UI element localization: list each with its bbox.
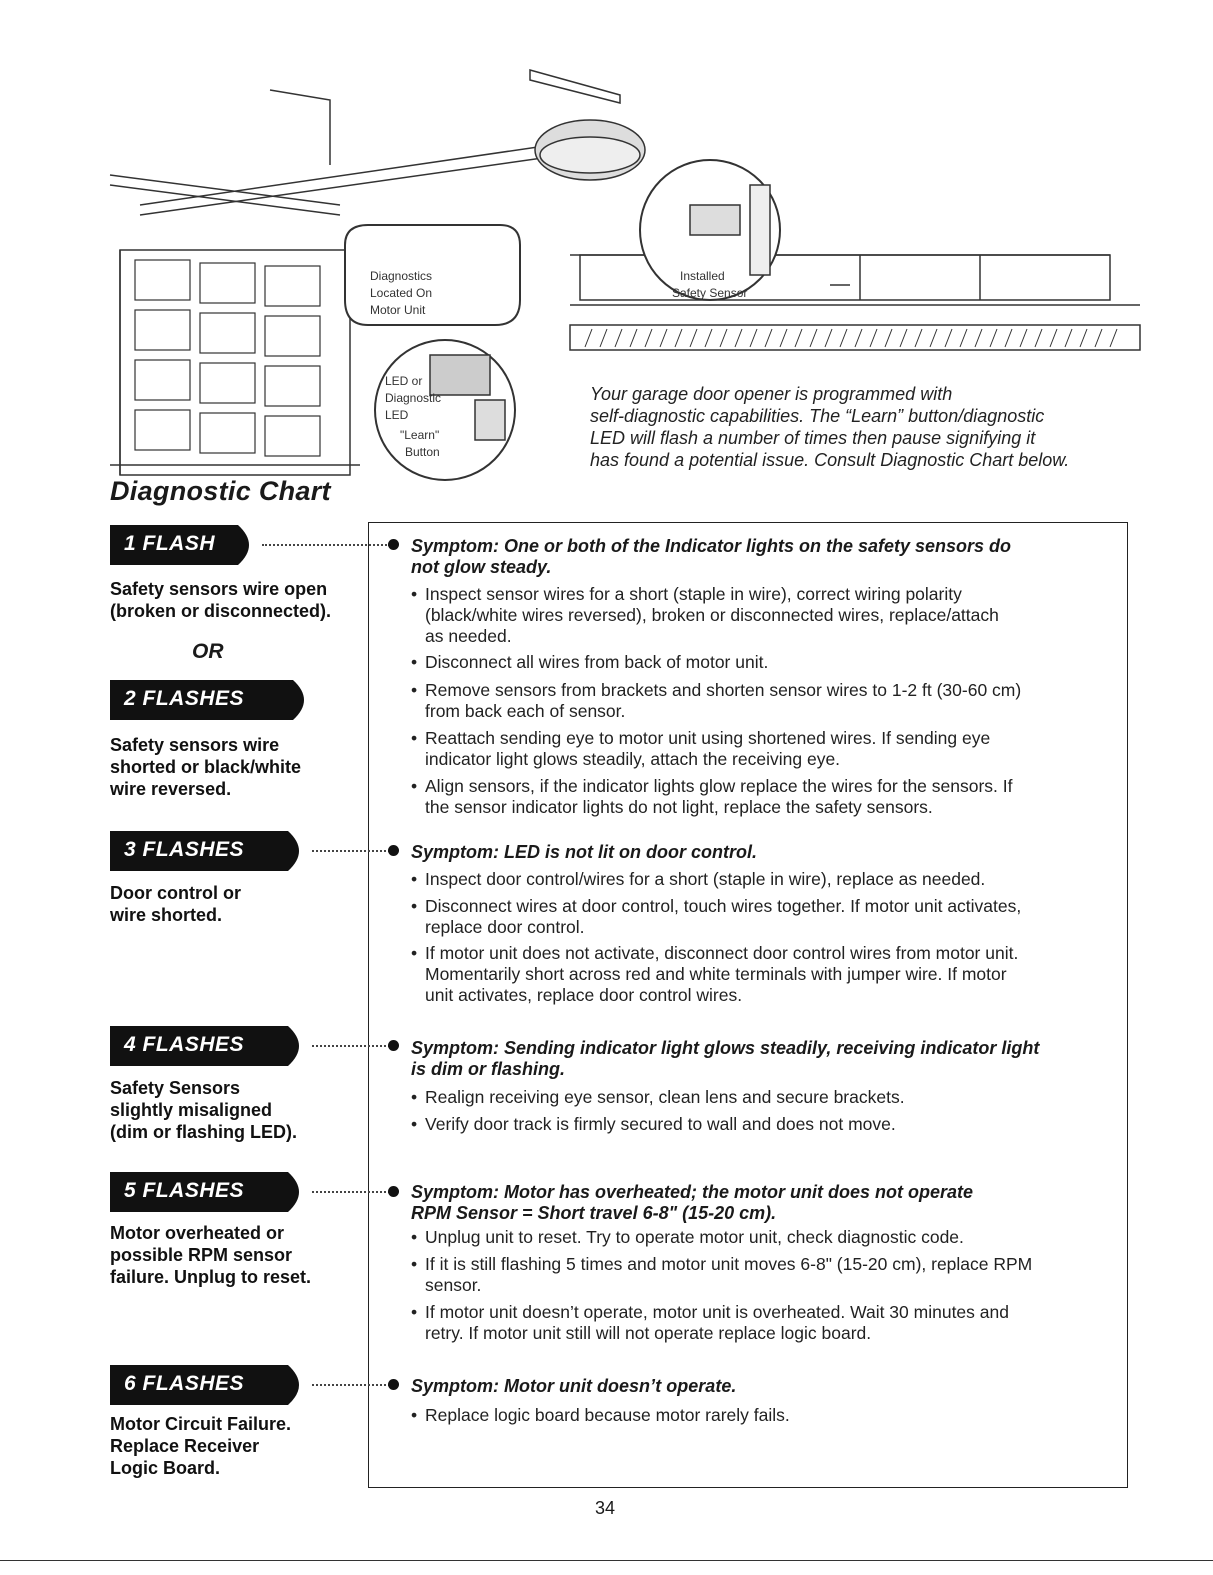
page-number: 34 bbox=[595, 1498, 616, 1518]
bullet-line: as needed. bbox=[425, 626, 512, 646]
bullet-item bbox=[411, 1227, 964, 1248]
cause-line: Motor overheated or bbox=[110, 1223, 285, 1243]
bullet-line: retry. If motor unit still will not operate replace logic board. bbox=[425, 1323, 872, 1343]
callout-learn-line-2: Button bbox=[405, 445, 440, 459]
bullet-line: • Inspect sensor wires for a short (staple in wire), correct wiring polarity bbox=[411, 584, 999, 605]
bullet-item bbox=[411, 869, 985, 890]
badge-3-flashes bbox=[110, 831, 310, 871]
symptom-line: Symptom: LED is not lit on door control. bbox=[411, 842, 757, 862]
leader-dot bbox=[388, 1379, 399, 1390]
intro-paragraph bbox=[590, 383, 1150, 471]
bullet-item bbox=[411, 943, 1018, 1006]
bullet-line: • If it is still flashing 5 times and motor unit moves 6-8" (15-20 cm), replace RPM bbox=[411, 1254, 1032, 1275]
bullet-item bbox=[411, 1114, 896, 1135]
bullet-item bbox=[411, 1087, 905, 1108]
bullet-line: • Verify door track is firmly secured to wall and does not move. bbox=[411, 1114, 896, 1135]
symptom-line: Symptom: Motor unit doesn’t operate. bbox=[411, 1376, 737, 1396]
symptom-6-flashes bbox=[411, 1376, 736, 1397]
cause-line: (dim or flashing LED). bbox=[110, 1122, 297, 1142]
symptom-line: not glow steady. bbox=[411, 557, 552, 577]
badge-1-flash bbox=[110, 525, 260, 565]
badge-label: 3 FLASHES bbox=[124, 838, 245, 861]
symptom-line: RPM Sensor = Short travel 6-8" (15-20 cm). bbox=[411, 1203, 777, 1223]
symptom-line: Symptom: Sending indicator light glows steadily, receiving indicator light bbox=[411, 1038, 1040, 1058]
bullet-line: • Remove sensors from brackets and shorten sensor wires to 1-2 ft (30-60 cm) bbox=[411, 680, 1021, 701]
bullet-line: • Disconnect wires at door control, touch wires together. If motor unit activates, bbox=[411, 896, 1021, 917]
callout-learn-line-1: "Learn" bbox=[400, 428, 440, 442]
cause-line: slightly misaligned bbox=[110, 1100, 273, 1120]
cause-line: failure. Unplug to reset. bbox=[110, 1267, 312, 1287]
callout-diagnostics-line-1: Diagnostics bbox=[370, 269, 433, 283]
cause-line: Safety sensors wire open bbox=[110, 579, 328, 599]
bullet-item bbox=[411, 1302, 1009, 1344]
badge-label: 4 FLASHES bbox=[124, 1033, 245, 1056]
intro-line: Your garage door opener is programmed with bbox=[590, 384, 953, 404]
leader-dot bbox=[388, 845, 399, 856]
leader-line bbox=[312, 1045, 390, 1047]
cause-line: wire reversed. bbox=[110, 779, 232, 799]
cause-line: (broken or disconnected). bbox=[110, 601, 332, 621]
cause-line: wire shorted. bbox=[110, 905, 223, 925]
bullet-line: the sensor indicator lights do not light, replace the safety sensors. bbox=[425, 797, 933, 817]
badge-label: 6 FLASHES bbox=[124, 1372, 245, 1395]
badge-label: 2 FLASHES bbox=[124, 687, 245, 710]
bullet-line: • Unplug unit to reset. Try to operate motor unit, check diagnostic code. bbox=[411, 1227, 964, 1248]
leader-line bbox=[312, 1384, 390, 1386]
badge-label: 5 FLASHES bbox=[124, 1179, 245, 1202]
bullet-line: • Align sensors, if the indicator lights glow replace the wires for the sensors. If bbox=[411, 776, 1013, 797]
cause-4-flashes bbox=[110, 1077, 297, 1143]
badge-4-flashes bbox=[110, 1026, 310, 1066]
badge-2-flashes bbox=[110, 680, 315, 720]
bullet-item bbox=[411, 728, 990, 770]
bullet-line: indicator light glows steadily, attach the receiving eye. bbox=[425, 749, 841, 769]
bullet-line: from back each of sensor. bbox=[425, 701, 626, 721]
callout-sensor-line-2: Safety Sensor bbox=[672, 286, 748, 300]
cause-3-flashes bbox=[110, 882, 241, 926]
symptom-5-flashes bbox=[411, 1182, 973, 1224]
bullet-line: • Replace logic board because motor rarely fails. bbox=[411, 1405, 790, 1426]
or-label: OR bbox=[192, 640, 224, 663]
cause-line: Safety Sensors bbox=[110, 1078, 241, 1098]
symptom-4-flashes bbox=[411, 1038, 1039, 1080]
cause-line: Safety sensors wire bbox=[110, 735, 280, 755]
callout-led-line-1: LED or bbox=[385, 374, 423, 388]
bullet-line: • Disconnect all wires from back of motor unit. bbox=[411, 652, 768, 673]
intro-line: has found a potential issue. Consult Diagnostic Chart below. bbox=[590, 450, 1070, 470]
leader-line bbox=[312, 1191, 390, 1193]
callout-diagnostics-line-3: Motor Unit bbox=[370, 303, 426, 317]
bullet-item bbox=[411, 1254, 1032, 1296]
bullet-line: replace door control. bbox=[425, 917, 585, 937]
bullet-line: Momentarily short across red and white terminals with jumper wire. If motor bbox=[425, 964, 1007, 984]
bullet-item bbox=[411, 584, 999, 647]
bullet-item bbox=[411, 776, 1013, 818]
symptom-1-flash bbox=[411, 536, 1011, 578]
callout-led-line-3: LED bbox=[385, 408, 409, 422]
bullet-line: • If motor unit does not activate, disconnect door control wires from motor unit. bbox=[411, 943, 1018, 964]
cause-line: Door control or bbox=[110, 883, 241, 903]
chart-title: Diagnostic Chart bbox=[110, 476, 331, 506]
bullet-line: • Realign receiving eye sensor, clean lens and secure brackets. bbox=[411, 1087, 905, 1108]
leader-line bbox=[312, 850, 390, 852]
cause-line: possible RPM sensor bbox=[110, 1245, 293, 1265]
footer-rule bbox=[0, 1560, 1213, 1561]
bullet-line: • If motor unit doesn’t operate, motor unit is overheated. Wait 30 minutes and bbox=[411, 1302, 1009, 1323]
badge-6-flashes bbox=[110, 1365, 310, 1405]
symptom-3-flashes bbox=[411, 842, 757, 863]
cause-line: shorted or black/white bbox=[110, 757, 302, 777]
cause-5-flashes bbox=[110, 1222, 311, 1288]
bullet-item bbox=[411, 652, 768, 673]
cause-line: Logic Board. bbox=[110, 1458, 221, 1478]
leader-dot bbox=[388, 1040, 399, 1051]
cause-2-flashes bbox=[110, 734, 301, 800]
bullet-line: • Reattach sending eye to motor unit using shortened wires. If sending eye bbox=[411, 728, 990, 749]
intro-line: LED will flash a number of times then pause signifying it bbox=[590, 428, 1036, 448]
symptom-line: Symptom: Motor has overheated; the motor unit does not operate bbox=[411, 1182, 974, 1202]
badge-5-flashes bbox=[110, 1172, 310, 1212]
bullet-line: • Inspect door control/wires for a short (staple in wire), replace as needed. bbox=[411, 869, 985, 890]
bullet-line: unit activates, replace door control wires. bbox=[425, 985, 743, 1005]
cause-line: Replace Receiver bbox=[110, 1436, 260, 1456]
cause-1-flash bbox=[110, 578, 331, 622]
bullet-line: sensor. bbox=[425, 1275, 482, 1295]
bullet-item bbox=[411, 896, 1021, 938]
leader-dot bbox=[388, 1186, 399, 1197]
cause-6-flashes bbox=[110, 1413, 291, 1479]
bullet-item bbox=[411, 1405, 790, 1426]
bullet-item bbox=[411, 680, 1021, 722]
symptom-line: Symptom: One or both of the Indicator lights on the safety sensors do bbox=[411, 536, 1012, 556]
intro-line: self-diagnostic capabilities. The “Learn” button/diagnostic bbox=[590, 406, 1045, 426]
callout-led-line-2: Diagnostic bbox=[385, 391, 442, 405]
callout-diagnostics-line-2: Located On bbox=[370, 286, 433, 300]
bullet-line: (black/white wires reversed), broken or disconnected wires, replace/attach bbox=[425, 605, 999, 625]
leader-dot bbox=[388, 539, 399, 550]
leader-line bbox=[262, 544, 390, 546]
cause-line: Motor Circuit Failure. bbox=[110, 1414, 292, 1434]
badge-label: 1 FLASH bbox=[124, 532, 216, 555]
symptom-line: is dim or flashing. bbox=[411, 1059, 566, 1079]
callout-sensor-line-1: Installed bbox=[680, 269, 725, 283]
